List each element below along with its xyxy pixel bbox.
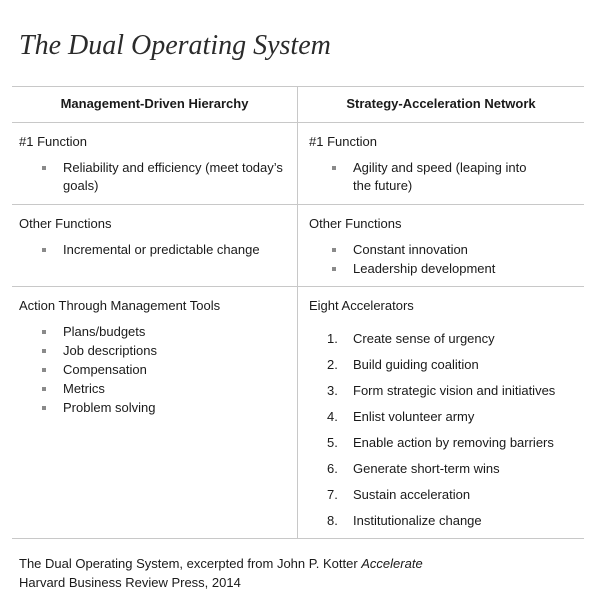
- table-bottom-rule: [12, 538, 584, 539]
- bullet-list: [309, 241, 579, 278]
- bullet-list: [19, 159, 289, 195]
- list-item: Reliability and efficiency (meet today’s goals): [19, 159, 289, 195]
- list-item: 4. Enlist volunteer army: [327, 409, 475, 424]
- square-bullet-icon: [42, 406, 46, 410]
- column-divider: [297, 86, 298, 538]
- cell-heading: Other Functions: [19, 216, 112, 231]
- cell-heading: Other Functions: [309, 216, 402, 231]
- cell-heading: #1 Function: [309, 134, 377, 149]
- book-title: Accelerate: [361, 556, 423, 571]
- cell-heading: Eight Accelerators: [309, 298, 414, 313]
- list-item: Constant innovation: [309, 241, 579, 259]
- list-item: 6. Generate short-term wins: [327, 461, 500, 476]
- table-top-rule: [12, 86, 584, 87]
- column-header-network: Strategy-Acceleration Network: [346, 96, 536, 111]
- page-title: The Dual Operating System: [19, 30, 331, 61]
- list-item: Compensation: [19, 361, 289, 379]
- square-bullet-icon: [42, 387, 46, 391]
- list-item: Problem solving: [19, 399, 289, 417]
- header-rule: [12, 122, 584, 123]
- cell-network-other-functions: [309, 215, 579, 279]
- list-item: Job descriptions: [19, 342, 289, 360]
- cell-hierarchy-primary-function: [19, 133, 289, 196]
- numbered-list: [309, 330, 579, 530]
- column-header-hierarchy: Management-Driven Hierarchy: [60, 96, 249, 111]
- list-item: 7. Sustain acceleration: [327, 487, 471, 502]
- square-bullet-icon: [42, 166, 46, 170]
- square-bullet-icon: [42, 248, 46, 252]
- square-bullet-icon: [332, 267, 336, 271]
- list-item: Agility and speed (leaping into the future): [309, 159, 533, 195]
- square-bullet-icon: [332, 166, 336, 170]
- list-item: 3. Form strategic vision and initiatives: [327, 383, 556, 398]
- list-item: 8. Institutionalize change: [327, 513, 482, 528]
- list-item: 2. Build guiding coalition: [327, 357, 479, 372]
- cell-network-accelerators: [309, 297, 579, 538]
- caption-line-1: The Dual Operating System, excerpted from John P. Kotter Accelerate: [19, 556, 423, 571]
- list-item: 1. Create sense of urgency: [327, 331, 495, 346]
- list-item: Incremental or predictable change: [19, 241, 289, 259]
- row-1-rule: [12, 204, 584, 205]
- bullet-list: [309, 159, 579, 195]
- square-bullet-icon: [42, 330, 46, 334]
- row-2-rule: [12, 286, 584, 287]
- cell-heading: Action Through Management Tools: [19, 298, 221, 313]
- list-item: 5. Enable action by removing barriers: [327, 435, 554, 450]
- square-bullet-icon: [42, 368, 46, 372]
- list-item: Plans/budgets: [19, 323, 289, 341]
- square-bullet-icon: [42, 349, 46, 353]
- cell-heading: #1 Function: [19, 134, 87, 149]
- source-caption: [19, 554, 423, 592]
- bullet-list: [19, 241, 289, 259]
- square-bullet-icon: [332, 248, 336, 252]
- bullet-list: [19, 323, 289, 417]
- list-item: Leadership development: [309, 260, 579, 278]
- caption-line-2: Harvard Business Review Press, 2014: [19, 575, 241, 590]
- cell-hierarchy-other-functions: [19, 215, 289, 260]
- cell-network-primary-function: [309, 133, 579, 196]
- list-item: Metrics: [19, 380, 289, 398]
- cell-hierarchy-management-tools: [19, 297, 289, 418]
